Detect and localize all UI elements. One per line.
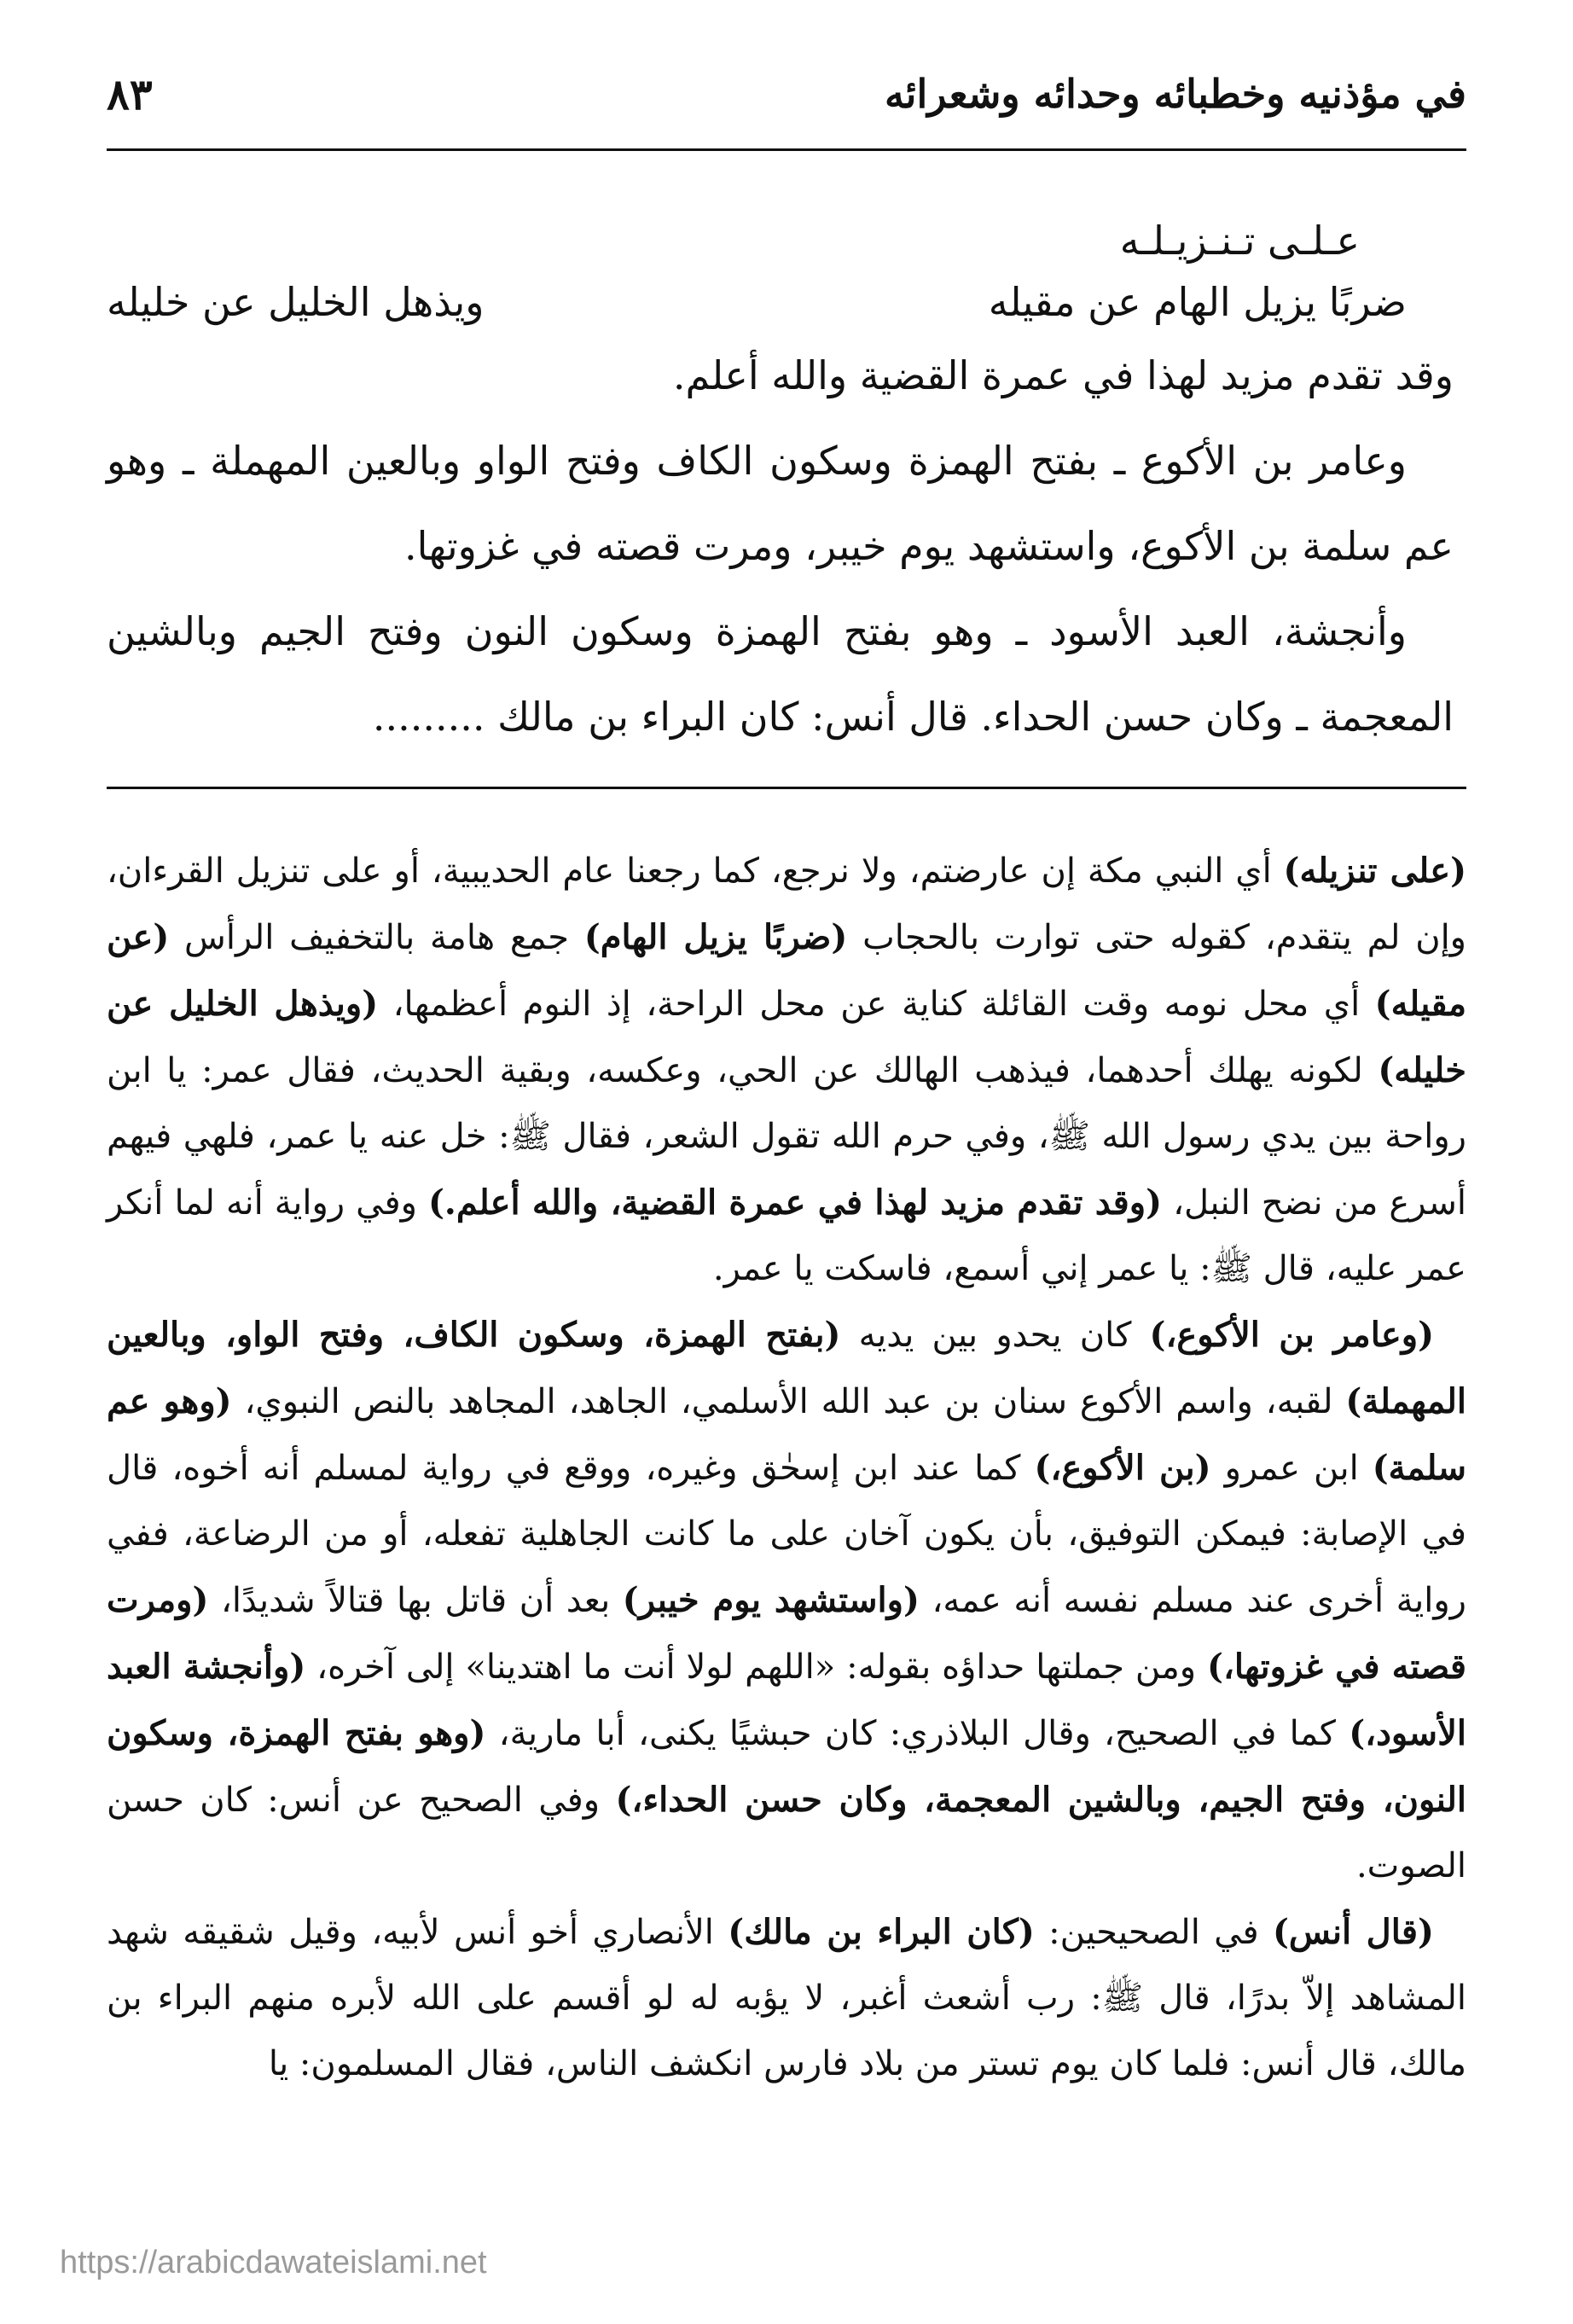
- main-paragraph: وأنجشة، العبد الأسود ـ وهو بفتح الهمزة وسكون النون وفتح الجيم وبالشين المعجمة ـ وكان حسن الحداء. قال أنس: كان البراء بن مالك .........: [107, 608, 1454, 740]
- quoted-phrase: (ضربًا يزيل الهام): [583, 917, 848, 957]
- commentary-text: جمع هامة بالتخفيف الرأس: [169, 918, 584, 957]
- commentary-text: ومن جملتها حداؤه بقوله: «اللهم لولا أنت ما اهتدينا» إلى آخره،: [305, 1647, 1208, 1687]
- commentary-separator: [107, 787, 1466, 789]
- commentary-text: في الصحيحين:: [1034, 1913, 1273, 1952]
- commentary-text: الأنصاري أخو أنس لأبيه، وقيل شقيقه شهد المشاهد إلاّ بدرًا، قال ﷺ: رب أشعث أغبر، لا يؤبه له لو أقسم على الله لأبره منهم البراء بن مالك، قال أنس: فلما كان يوم تستر من بلاد فارس انكشف الناس، فقال المسلمون: يا: [107, 1913, 1466, 2083]
- quoted-phrase: (وهو بفتح الهمزة، وسكون النون، وفتح الجيم، وبالشين المعجمة، وكان حسن الحداء،): [107, 1713, 1466, 1820]
- main-paragraph: وقد تقدم مزيد لهذا في عمرة القضية والله أعلم.: [672, 352, 1454, 398]
- commentary-paragraph: [107, 838, 1466, 1302]
- commentary-text: لقبه، واسم الأكوع سنان بن عبد الله الأسلمي، الجاهد، المجاهد بالنص النبوي،: [231, 1382, 1346, 1421]
- quoted-phrase: (ويذهل الخليل عن خليله): [107, 984, 1466, 1090]
- commentary-text: وفي رواية أنه لما أنكر عمر عليه، قال ﷺ: يا عمر إني أسمع، فاسكت يا عمر.: [107, 1183, 1466, 1288]
- commentary-text: كان يحدو بين يديه: [840, 1316, 1150, 1355]
- commentary: [107, 838, 1466, 2097]
- quoted-phrase: (وهو عم سلمة): [107, 1381, 1466, 1488]
- commentary-text: كما في الصحيح، وقال البلاذري: كان حبشيًا يكنى، أبا مارية،: [485, 1714, 1350, 1753]
- commentary-text: بعد أن قاتل بها قتالاً شديدًا،: [208, 1581, 623, 1620]
- verse-continuation: عـلـى تـنـزيـلـه: [1119, 218, 1360, 264]
- quoted-phrase: (ومرت قصته في غزوتها،): [107, 1580, 1466, 1687]
- verse-hemistich-right: ضربًا يزيل الهام عن مقيله: [988, 279, 1407, 325]
- quoted-phrase: (وأنجشة العبد الأسود،): [107, 1647, 1466, 1753]
- commentary-text: أي محل نومه وقت القائلة كناية عن محل الراحة، إذ النوم أعظمها،: [378, 985, 1375, 1024]
- commentary-text: أي النبي مكة إن عارضتم، ولا نرجع، كما رجعنا عام الحديبية، أو على تنزيل القرءان، وإن لم يتقدم، كقوله حتى توارت بالحجاب: [107, 851, 1466, 957]
- main-paragraph: وعامر بن الأكوع ـ بفتح الهمزة وسكون الكاف وفتح الواو وبالعين المهملة ـ وهو عم سلمة بن الأكوع، واستشهد يوم خيبر، ومرت قصته في غزوتها.: [107, 438, 1454, 569]
- commentary-text: ابن عمرو: [1210, 1449, 1373, 1488]
- quoted-phrase: (واستشهد يوم خيبر): [622, 1580, 920, 1620]
- quoted-phrase: (على تنزيله): [1283, 851, 1466, 891]
- main-text: [107, 213, 1454, 759]
- quoted-phrase: (وعامر بن الأكوع،): [1149, 1315, 1434, 1355]
- watermark: https://arabicdawateislami.net: [60, 2245, 487, 2280]
- quoted-phrase: (كان البراء بن مالك): [728, 1912, 1035, 1952]
- commentary-text: لكونه يهلك أحدهما، فيذهب الهالك عن الحي، وعكسه، وبقية الحديث، فقال عمر: يا ابن رواحة بين يدي رسول الله ﷺ، وفي حرم الله تقول الشعر، فقال ﷺ: خل عنه يا عمر، فلهي فيهم أسرع من نضح النبل،: [107, 1051, 1466, 1223]
- quoted-phrase: (قال أنس): [1272, 1912, 1434, 1952]
- commentary-text: وفي الصحيح عن أنس: كان حسن الصوت.: [107, 1781, 1466, 1885]
- quoted-phrase: (عن مقيله): [107, 917, 1466, 1024]
- running-head: [107, 60, 1466, 128]
- running-title: في مؤذنيه وخطبائه وحدائه وشعرائه: [885, 71, 1466, 117]
- commentary-paragraph: [107, 1899, 1466, 2097]
- verse-hemistich-left: ويذهل الخليل عن خليله: [107, 279, 485, 325]
- header-rule: [107, 148, 1466, 151]
- commentary-text: كما عند ابن إسحٰق وغيره، ووقع في رواية لمسلم أنه أخوه، قال في الإصابة: فيمكن التوفيق، بأن يكون آخان على ما كانت الجاهلية تفعله، أو من الرضاعة، ففي رواية أخرى عند مسلم نفسه أنه عمه،: [107, 1449, 1466, 1620]
- verse-line: [107, 275, 1407, 329]
- quoted-phrase: (بن الأكوع،): [1034, 1448, 1211, 1488]
- quoted-phrase: (بفتح الهمزة، وسكون الكاف، وفتح الواو، وبالعين المهملة): [107, 1315, 1467, 1421]
- page-number: ٨٣: [107, 68, 153, 119]
- quoted-phrase: (وقد تقدم مزيد لهذا في عمرة القضية، والله أعلم.): [427, 1182, 1163, 1223]
- commentary-paragraph: [107, 1302, 1466, 1899]
